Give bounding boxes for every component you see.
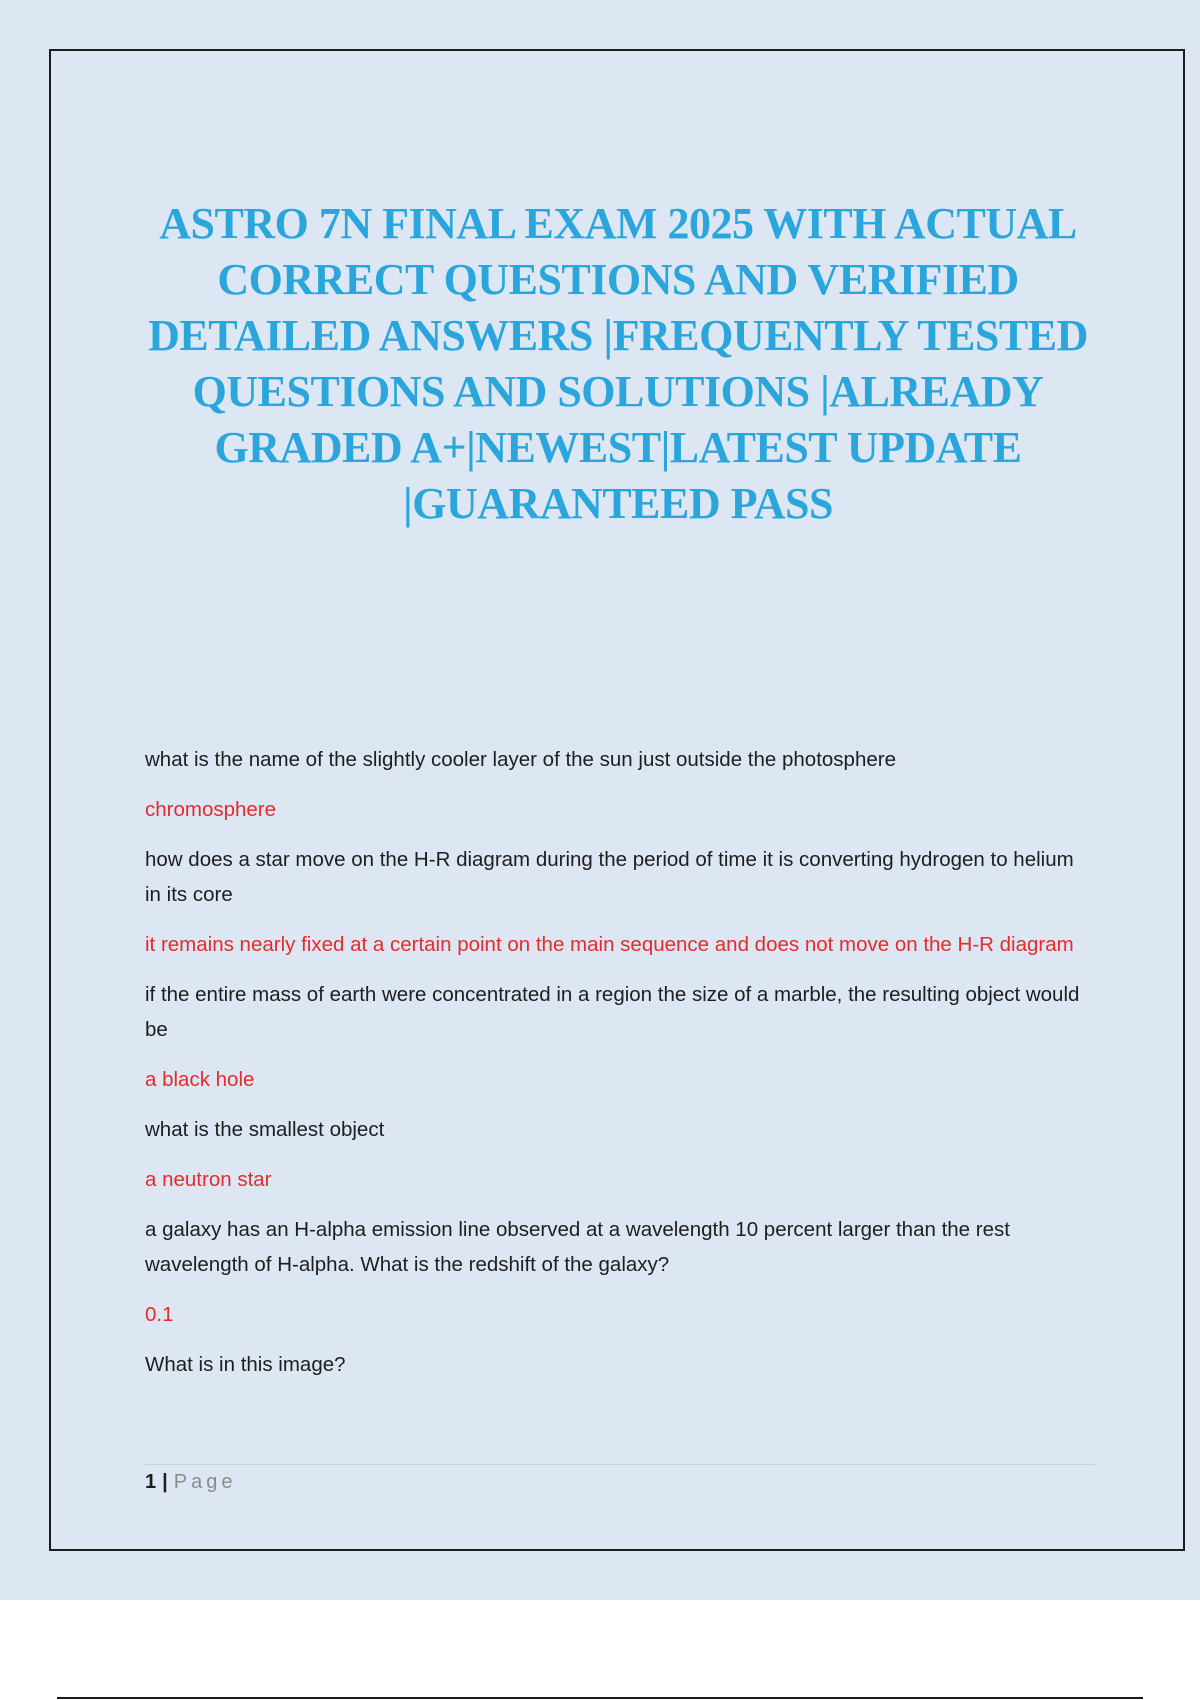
question-1: what is the name of the slightly cooler layer of the sun just outside the photosphere [145,748,896,771]
question-answer-list [145,742,1095,1397]
answer-2: it remains nearly fixed at a certain point on the main sequence and does not move on the H-R diagram [145,933,1074,956]
page-label: Page [173,1471,237,1493]
next-page-divider [57,1697,1143,1699]
question-5: a galaxy has an H-alpha emission line observed at a wavelength 10 percent larger than the rest wavelength of H-alpha. What is the redshift of the galaxy? [145,1218,1010,1276]
question-4: what is the smallest object [145,1118,385,1141]
page-footer [145,1468,236,1496]
question-2: how does a star move on the H-R diagram during the period of time it is converting hydrogen to helium in its core [145,848,1074,906]
answer-1: chromosphere [145,798,277,821]
footer-separator: | [162,1471,168,1493]
question-6: What is in this image? [145,1353,346,1376]
answer-4: a neutron star [145,1168,272,1191]
document-title: ASTRO 7N FINAL EXAM 2025 WITH ACTUAL CORRECT QUESTIONS AND VERIFIED DETAILED ANSWERS |FREQUENTLY TESTED QUESTIONS AND SOLUTIONS |ALREADY GRADED A+|NEWEST|LATEST UPDATE |GUARANTEED PASS [148,199,1088,528]
question-3: if the entire mass of earth were concentrated in a region the size of a marble, the resulting object would be [145,983,1080,1041]
page-number: 1 [145,1471,157,1493]
answer-3: a black hole [145,1068,255,1091]
answer-5: 0.1 [145,1303,174,1326]
footer-divider [145,1464,1095,1465]
